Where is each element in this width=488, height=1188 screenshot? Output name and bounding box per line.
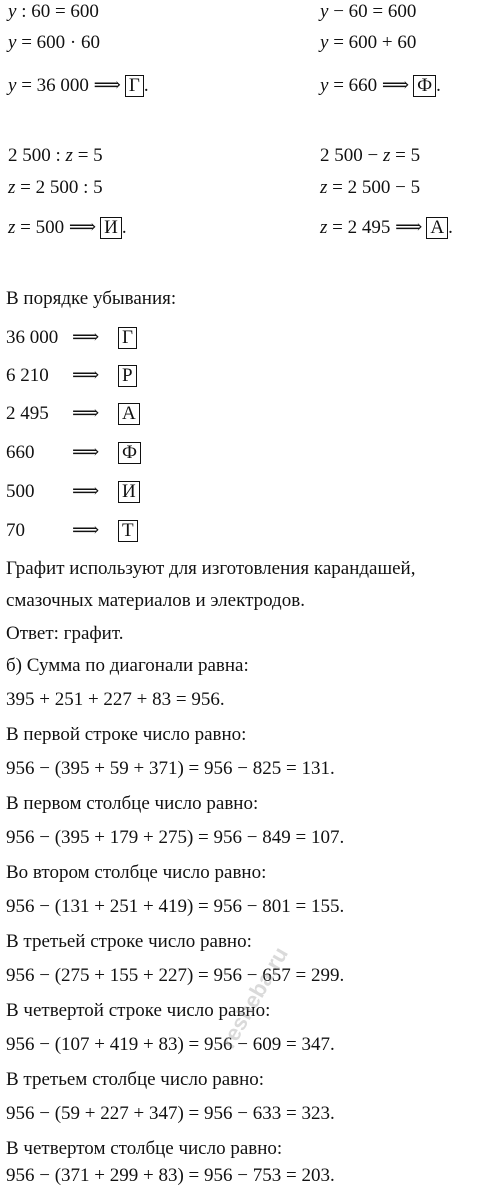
text-line: В третьей строке число равно: [6, 931, 252, 952]
eq-y-minus-line3 [320, 74, 441, 98]
var: y [8, 1, 17, 22]
equation-line: 956 − (59 + 227 + 347) = 956 − 633 = 323. [6, 1103, 335, 1124]
implies-arrow: ⟹ [72, 481, 100, 502]
eq-y-div-line3 [8, 74, 149, 98]
eq-y-minus-line1 [320, 0, 416, 24]
expr: = 500 ⟹ [15, 217, 97, 238]
eq-y-div-line2 [8, 31, 100, 55]
expr: = 36 000 ⟹ [16, 75, 121, 96]
expr: − 60 = 600 [328, 1, 417, 22]
text-line: В первой строке число равно: [6, 724, 247, 745]
var: z [8, 217, 16, 238]
eq-z-minus-line2 [320, 176, 420, 200]
var: y [8, 32, 17, 53]
letter-box: Т [118, 520, 138, 542]
letter-box: Р [118, 365, 137, 387]
text-line: В третьем столбце число равно: [6, 1069, 265, 1090]
text-line: В четвертой строке число равно: [6, 1000, 271, 1021]
letter-box: Г [118, 327, 137, 349]
expr: = 2 495 ⟹ [327, 217, 423, 238]
eq-z-div-line1 [8, 144, 103, 168]
expr: = 600 · 60 [16, 32, 100, 53]
letter-box: Ф [413, 75, 436, 97]
implies-arrow: ⟹ [72, 327, 100, 348]
implies-arrow: ⟹ [72, 520, 100, 541]
order-number: 500 [6, 481, 35, 502]
equation-line: 956 − (131 + 251 + 419) = 956 − 801 = 155. [6, 896, 345, 917]
var: y [320, 75, 329, 96]
implies-arrow: ⟹ [72, 365, 100, 386]
order-number: 660 [6, 442, 35, 463]
eq-y-div-line1 [8, 0, 99, 24]
answer-line: Ответ: графит. [6, 623, 124, 644]
var: z [8, 177, 16, 198]
var: y [8, 75, 17, 96]
end-dot: . [436, 75, 441, 96]
expr: = 2 500 − 5 [327, 177, 421, 198]
letter-box: Ф [118, 442, 141, 464]
end-dot: . [448, 217, 453, 238]
order-number: 36 000 [6, 327, 59, 348]
eq-z-div-line3 [8, 216, 127, 240]
expr: = 600 + 60 [328, 32, 417, 53]
text-line: В четвертом столбце число равно: [6, 1138, 283, 1159]
eq-z-minus-line3 [320, 216, 453, 240]
var: z [65, 145, 73, 166]
end-dot: . [121, 217, 127, 238]
equation-line: 956 − (371 + 299 + 83) = 956 − 753 = 203. [6, 1165, 335, 1186]
eq-z-div-line2 [8, 176, 103, 200]
equation-line: 956 − (107 + 419 + 83) = 956 − 609 = 347. [6, 1034, 335, 1055]
end-dot: . [143, 75, 149, 96]
eq-z-minus-line1 [320, 144, 420, 168]
var: y [320, 1, 329, 22]
letter-box: Г [125, 75, 144, 97]
equation-line: 956 − (275 + 155 + 227) = 956 − 657 = 299. [6, 965, 345, 986]
order-heading: В порядке убывания: [6, 288, 177, 309]
order-number: 70 [6, 520, 25, 541]
var: z [382, 145, 391, 166]
expr: = 660 ⟹ [328, 75, 410, 96]
expr-pre: 2 500 : [8, 145, 66, 166]
expr-pre: 2 500 − [320, 145, 383, 166]
implies-arrow: ⟹ [72, 403, 100, 424]
eq-y-minus-line2 [320, 31, 416, 55]
text-line: смазочных материалов и электродов. [6, 590, 305, 611]
letter-box: И [118, 481, 140, 503]
expr: = 5 [390, 145, 421, 166]
implies-arrow: ⟹ [72, 442, 100, 463]
letter-box: А [426, 217, 448, 239]
expr: = 2 500 : 5 [15, 177, 103, 198]
equation-line: 956 − (395 + 179 + 275) = 956 − 849 = 107. [6, 827, 345, 848]
watermark: resheba.ru [215, 942, 293, 1053]
text-line: б) Сумма по диагонали равна: [6, 655, 249, 676]
var: z [320, 177, 328, 198]
expr: : 60 = 600 [16, 1, 99, 22]
letter-box: А [118, 403, 140, 425]
var: z [320, 217, 328, 238]
var: y [320, 32, 329, 53]
order-number: 2 495 [6, 403, 49, 424]
equation-line: 395 + 251 + 227 + 83 = 956. [6, 689, 225, 710]
order-number: 6 210 [6, 365, 49, 386]
letter-box: И [100, 217, 122, 239]
text-line: Во втором столбце число равно: [6, 862, 267, 883]
text-line: Графит используют для изготовления карандашей, [6, 558, 416, 579]
expr: = 5 [72, 145, 103, 166]
equation-line: 956 − (395 + 59 + 371) = 956 − 825 = 131. [6, 758, 335, 779]
text-line: В первом столбце число равно: [6, 793, 259, 814]
